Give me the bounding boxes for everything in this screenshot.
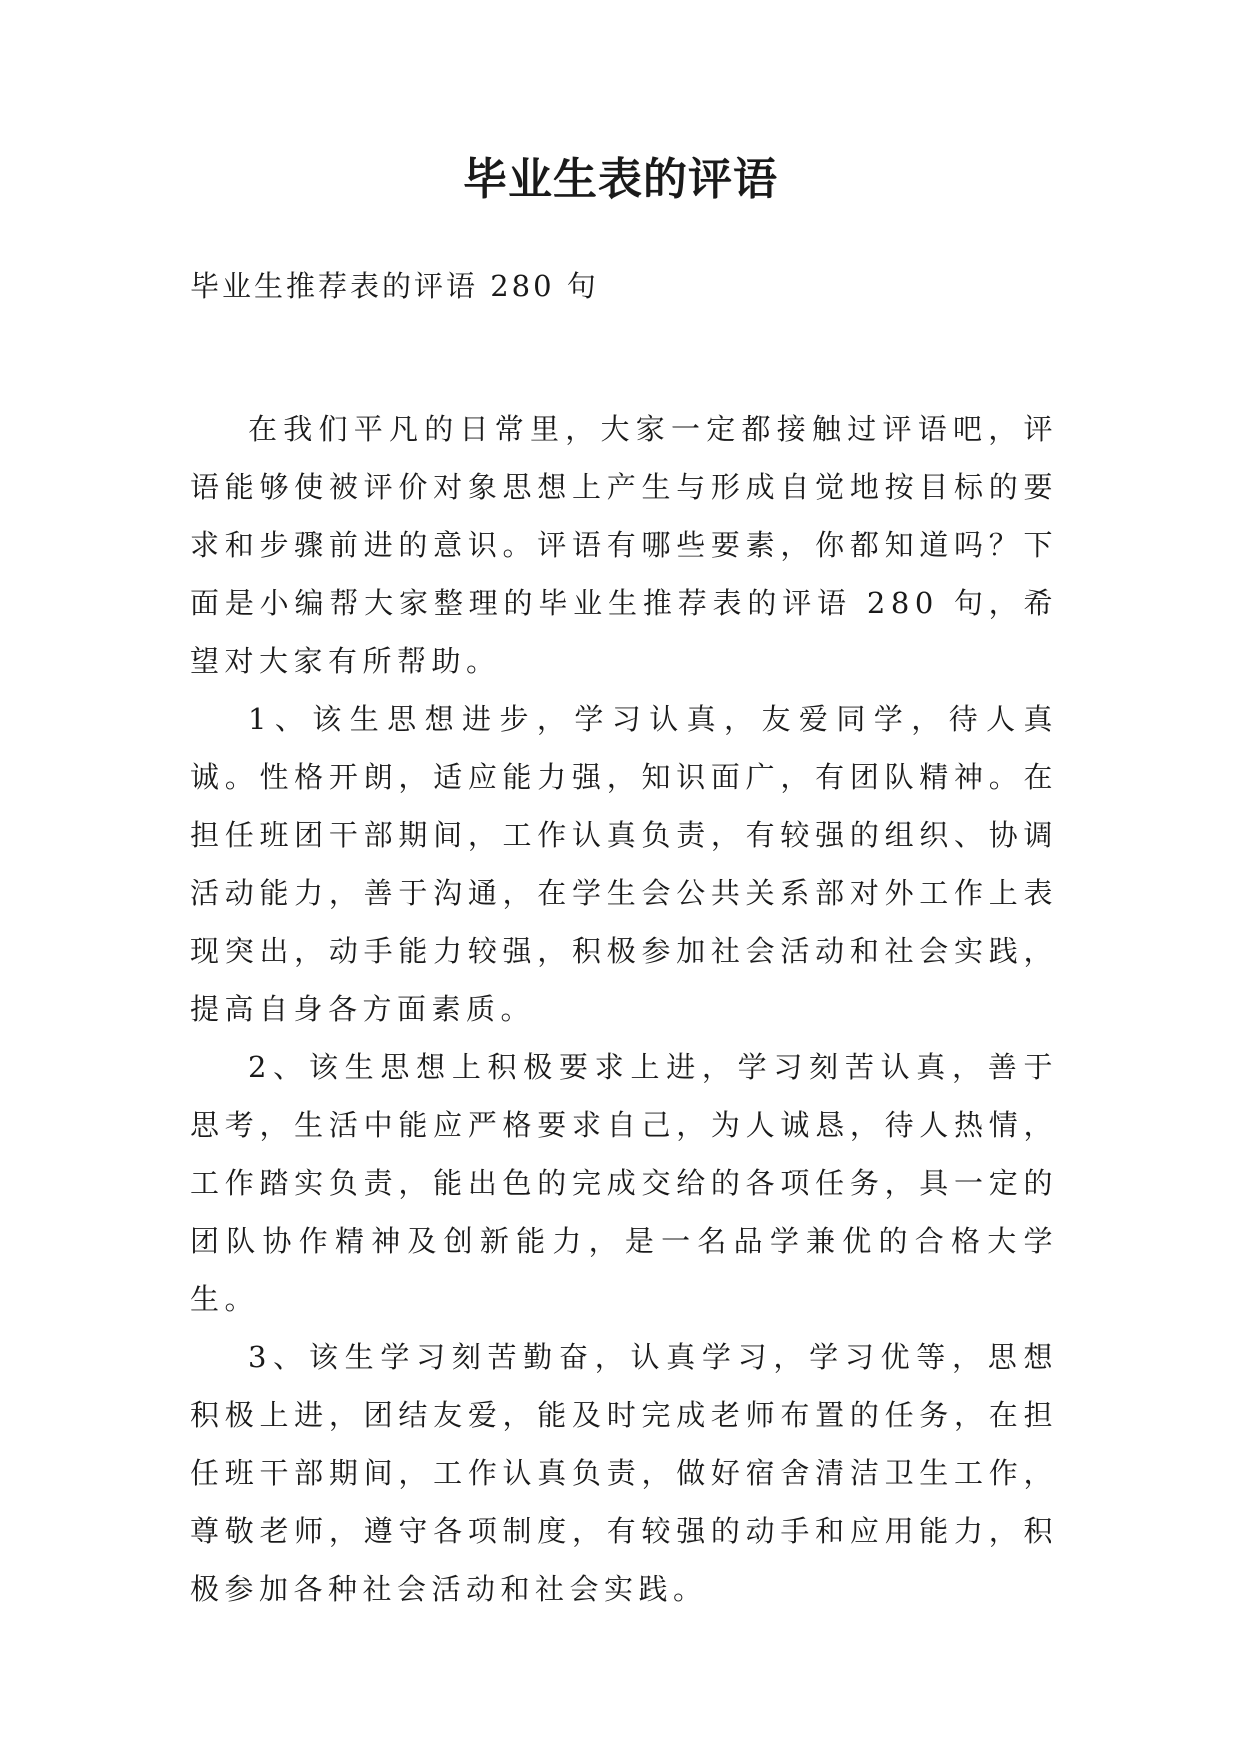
paragraph-intro: 在我们平凡的日常里，大家一定都接触过评语吧，评语能够使被评价对象思想上产生与形成自觉地按目标的要求和步骤前进的意识。评语有哪些要素，你都知道吗？下面是小编帮大家整理的毕业生推荐表的评语 280 句，希望对大家有所帮助。 xyxy=(190,412,1058,678)
document-body xyxy=(190,400,1058,1618)
document-subtitle: 毕业生推荐表的评语 280 句 xyxy=(190,269,599,303)
paragraph-item-2: 2、该生思想上积极要求上进，学习刻苦认真，善于思考，生活中能应严格要求自己，为人诚恳，待人热情，工作踏实负责，能出色的完成交给的各项任务，具一定的团队协作精神及创新能力，是一名品学兼优的合格大学生。 xyxy=(190,1050,1058,1316)
document-title: 毕业生表的评语 xyxy=(463,154,778,205)
paragraph-item-1: 1、该生思想进步，学习认真，友爱同学，待人真诚。性格开朗，适应能力强，知识面广，有团队精神。在担任班团干部期间，工作认真负责，有较强的组织、协调活动能力，善于沟通，在学生会公共关系部对外工作上表现突出，动手能力较强，积极参加社会活动和社会实践，提高自身各方面素质。 xyxy=(190,702,1058,1026)
paragraph-item-3: 3、该生学习刻苦勤奋，认真学习，学习优等，思想积极上进，团结友爱，能及时完成老师布置的任务，在担任班干部期间，工作认真负责，做好宿舍清洁卫生工作，尊敬老师，遵守各项制度，有较强的动手和应用能力，积极参加各种社会活动和社会实践。 xyxy=(190,1340,1058,1606)
